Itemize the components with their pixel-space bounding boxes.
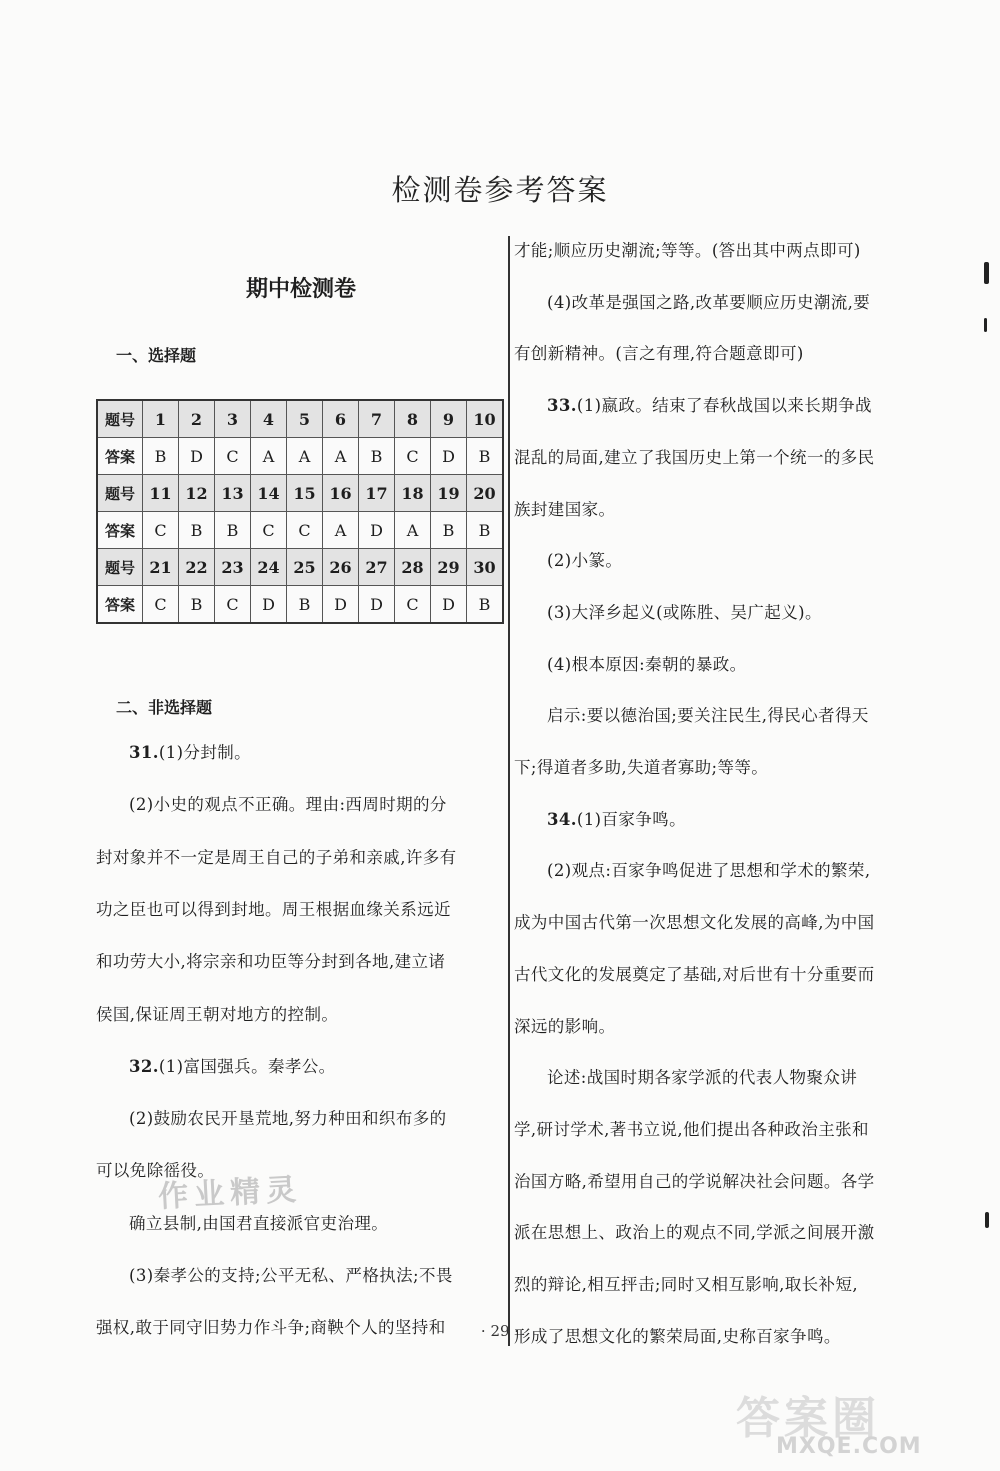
table-cell: A xyxy=(251,438,287,475)
answer-text: 治国方略,希望用自己的学说解决社会问题。各学 xyxy=(514,1171,875,1191)
answer-text: 有创新精神。(言之有理,符合题意即可) xyxy=(514,344,804,364)
answer-text: (1)富国强兵。秦孝公。 xyxy=(158,1056,336,1076)
table-cell: A xyxy=(323,438,359,475)
answer-line xyxy=(96,1004,338,1026)
table-row xyxy=(97,586,503,624)
table-cell: 30 xyxy=(467,549,504,586)
table-row xyxy=(97,512,503,549)
answer-text: 强权,敢于同守旧势力作斗争;商鞅个人的坚持和 xyxy=(96,1318,446,1338)
table-cell: C xyxy=(395,438,431,475)
table-cell: C xyxy=(143,586,179,624)
answer-text: 古代文化的发展奠定了基础,对后世有十分重要而 xyxy=(514,964,875,984)
table-cell: 4 xyxy=(251,400,287,438)
table-cell: 14 xyxy=(251,475,287,512)
answer-line xyxy=(514,343,804,365)
answer-text: 形成了思想文化的繁荣局面,史称百家争鸣。 xyxy=(514,1326,841,1346)
answer-line xyxy=(514,447,875,469)
answer-text: 启示:要以德治国;要关注民生,得民心者得天 xyxy=(547,706,869,726)
answer-line xyxy=(96,847,457,869)
answer-text: (2)小篆。 xyxy=(547,551,623,571)
page-number: · 29 · xyxy=(480,1322,520,1340)
table-cell: 1 xyxy=(143,400,179,438)
answer-text: (2)鼓励农民开垦荒地,努力种田和织布多的 xyxy=(129,1109,447,1129)
answer-text: 封对象并不一定是周王自己的子弟和亲戚,许多有 xyxy=(96,847,457,867)
answer-line xyxy=(514,1222,875,1244)
table-cell: 26 xyxy=(323,549,359,586)
answer-text: (4)改革是强国之路,改革要顺应历史潮流,要 xyxy=(547,292,871,312)
answer-line xyxy=(96,951,445,973)
answer-text: 混乱的局面,建立了我国历史上第一个统一的多民 xyxy=(514,447,875,467)
answer-text: 确立县制,由国君直接派官吏治理。 xyxy=(129,1213,389,1233)
table-cell: B xyxy=(467,586,504,624)
answer-line xyxy=(129,1056,336,1078)
table-cell: C xyxy=(395,586,431,624)
table-cell: 28 xyxy=(395,549,431,586)
answer-text: 深远的影响。 xyxy=(514,1016,616,1036)
answer-line xyxy=(547,1067,857,1089)
table-cell: B xyxy=(215,512,251,549)
table-cell: C xyxy=(215,438,251,475)
table-cell: 7 xyxy=(359,400,395,438)
stamp-watermark: 作业精灵 xyxy=(157,1172,304,1215)
answer-text: (3)秦孝公的支持;公平无私、严格执法;不畏 xyxy=(129,1266,453,1285)
answer-line xyxy=(129,794,447,816)
table-cell: 18 xyxy=(395,475,431,512)
table-cell: C xyxy=(287,512,323,549)
table-cell: B xyxy=(359,438,395,475)
table-cell: 20 xyxy=(467,475,504,512)
table-cell: 16 xyxy=(323,475,359,512)
answer-line xyxy=(547,654,747,676)
answer-line xyxy=(514,912,875,934)
answer-line xyxy=(96,899,451,921)
answer-text: (1)百家争鸣。 xyxy=(576,809,686,829)
table-row xyxy=(97,400,503,438)
table-cell: A xyxy=(323,512,359,549)
table-cell: 8 xyxy=(395,400,431,438)
site-watermark-logo: 答案圈 xyxy=(736,1393,880,1444)
table-cell: B xyxy=(179,512,215,549)
answer-line xyxy=(547,809,686,831)
answer-text: 成为中国古代第一次思想文化发展的高峰,为中国 xyxy=(514,913,875,933)
table-cell: B xyxy=(287,586,323,624)
table-cell: 22 xyxy=(179,549,215,586)
table-cell: B xyxy=(179,586,215,624)
table-cell: 27 xyxy=(359,549,395,586)
table-cell: 24 xyxy=(251,549,287,586)
row-label: 答案 xyxy=(97,438,143,475)
answer-text: (1)分封制。 xyxy=(158,743,252,762)
answer-line xyxy=(514,964,875,986)
answer-text: 功之臣也可以得到封地。周王根据血缘关系远近 xyxy=(96,899,451,919)
question-number: 32. xyxy=(129,1056,159,1076)
answer-text: 烈的辩论,相互抨击;同时又相互影响,取长补短, xyxy=(514,1275,858,1294)
table-cell: D xyxy=(359,512,395,549)
answer-line xyxy=(547,602,822,624)
answer-text: (1)嬴政。结束了春秋战国以来长期争战 xyxy=(576,396,872,416)
choice-heading: 一、选择题 xyxy=(116,346,197,365)
answer-line xyxy=(547,292,870,314)
row-label: 题号 xyxy=(97,400,143,438)
site-watermark-url: MXQE.COM xyxy=(776,1434,922,1459)
page-title: 检测卷参考答案 xyxy=(391,173,609,207)
table-cell: D xyxy=(179,438,215,475)
answer-line xyxy=(129,1265,453,1287)
answer-text: 学,研讨学术,著书立说,他们提出各种政治主张和 xyxy=(514,1119,869,1139)
answer-text: (4)根本原因:秦朝的暴政。 xyxy=(547,654,747,674)
answer-line xyxy=(514,757,768,779)
answer-text: 可以免除徭役。 xyxy=(96,1161,215,1181)
table-cell: A xyxy=(395,512,431,549)
table-row xyxy=(97,438,503,475)
table-cell: D xyxy=(323,586,359,624)
table-row xyxy=(97,475,503,512)
table-cell: 29 xyxy=(431,549,467,586)
answer-line xyxy=(514,1016,615,1038)
answer-line xyxy=(129,1108,447,1130)
answer-text: 派在思想上、政治上的观点不同,学派之间展开激 xyxy=(514,1223,875,1243)
answer-line xyxy=(514,1171,875,1193)
question-number: 34. xyxy=(547,809,577,829)
answer-line xyxy=(129,1213,388,1235)
table-cell: 12 xyxy=(179,475,215,512)
answer-text: 才能;顺应历史潮流;等等。(答出其中两点即可) xyxy=(514,241,861,260)
row-label: 答案 xyxy=(97,512,143,549)
table-cell: D xyxy=(431,586,467,624)
table-cell: 11 xyxy=(143,475,179,512)
table-cell: B xyxy=(467,512,504,549)
table-cell: 9 xyxy=(431,400,467,438)
section-title: 期中检测卷 xyxy=(245,277,356,302)
scan-edge-mark xyxy=(985,1212,989,1228)
scan-edge-mark xyxy=(984,318,987,332)
table-cell: 17 xyxy=(359,475,395,512)
table-cell: 23 xyxy=(215,549,251,586)
table-cell: 2 xyxy=(179,400,215,438)
answer-line xyxy=(547,860,870,882)
answer-line xyxy=(514,499,615,521)
table-cell: 19 xyxy=(431,475,467,512)
answer-text: 族封建国家。 xyxy=(514,499,616,519)
table-cell: D xyxy=(359,586,395,624)
site-watermark xyxy=(736,1382,980,1462)
table-cell: B xyxy=(431,512,467,549)
table-cell: C xyxy=(251,512,287,549)
answer-line xyxy=(547,395,872,417)
table-cell: 5 xyxy=(287,400,323,438)
column-divider xyxy=(508,236,510,1346)
table-cell: 13 xyxy=(215,475,251,512)
answer-text: (3)大泽乡起义(或陈胜、吴广起义)。 xyxy=(547,602,822,622)
answer-text: (2)小史的观点不正确。理由:西周时期的分 xyxy=(129,795,447,815)
table-cell: C xyxy=(143,512,179,549)
table-cell: 15 xyxy=(287,475,323,512)
table-cell: 25 xyxy=(287,549,323,586)
table-cell: A xyxy=(287,438,323,475)
answer-line xyxy=(547,705,869,727)
answer-table xyxy=(96,399,504,624)
table-cell: D xyxy=(431,438,467,475)
answer-line xyxy=(514,240,861,262)
row-label: 题号 xyxy=(97,549,143,586)
question-number: 33. xyxy=(547,396,577,416)
table-cell: C xyxy=(215,586,251,624)
answer-text: 侯国,保证周王朝对地方的控制。 xyxy=(96,1004,339,1024)
table-cell: D xyxy=(251,586,287,624)
table-cell: B xyxy=(467,438,504,475)
scan-edge-mark xyxy=(984,262,989,284)
table-row xyxy=(97,549,503,586)
answer-text: (2)观点:百家争鸣促进了思想和学术的繁荣, xyxy=(547,861,871,881)
answer-line xyxy=(514,1274,858,1296)
answer-line xyxy=(129,742,251,764)
answer-text: 论述:战国时期各家学派的代表人物聚众讲 xyxy=(547,1068,858,1088)
table-cell: 6 xyxy=(323,400,359,438)
nonchoice-heading: 二、非选择题 xyxy=(116,698,213,717)
answer-line xyxy=(547,550,622,572)
answer-text: 和功劳大小,将宗亲和功臣等分封到各地,建立诸 xyxy=(96,952,446,972)
answer-line xyxy=(514,1119,869,1141)
row-label: 题号 xyxy=(97,475,143,512)
row-label: 答案 xyxy=(97,586,143,624)
table-cell: 10 xyxy=(467,400,504,438)
table-cell: 21 xyxy=(143,549,179,586)
answer-text: 下;得道者多助,失道者寡助;等等。 xyxy=(514,758,769,777)
table-cell: B xyxy=(143,438,179,475)
question-number: 31. xyxy=(129,743,159,762)
table-cell: 3 xyxy=(215,400,251,438)
